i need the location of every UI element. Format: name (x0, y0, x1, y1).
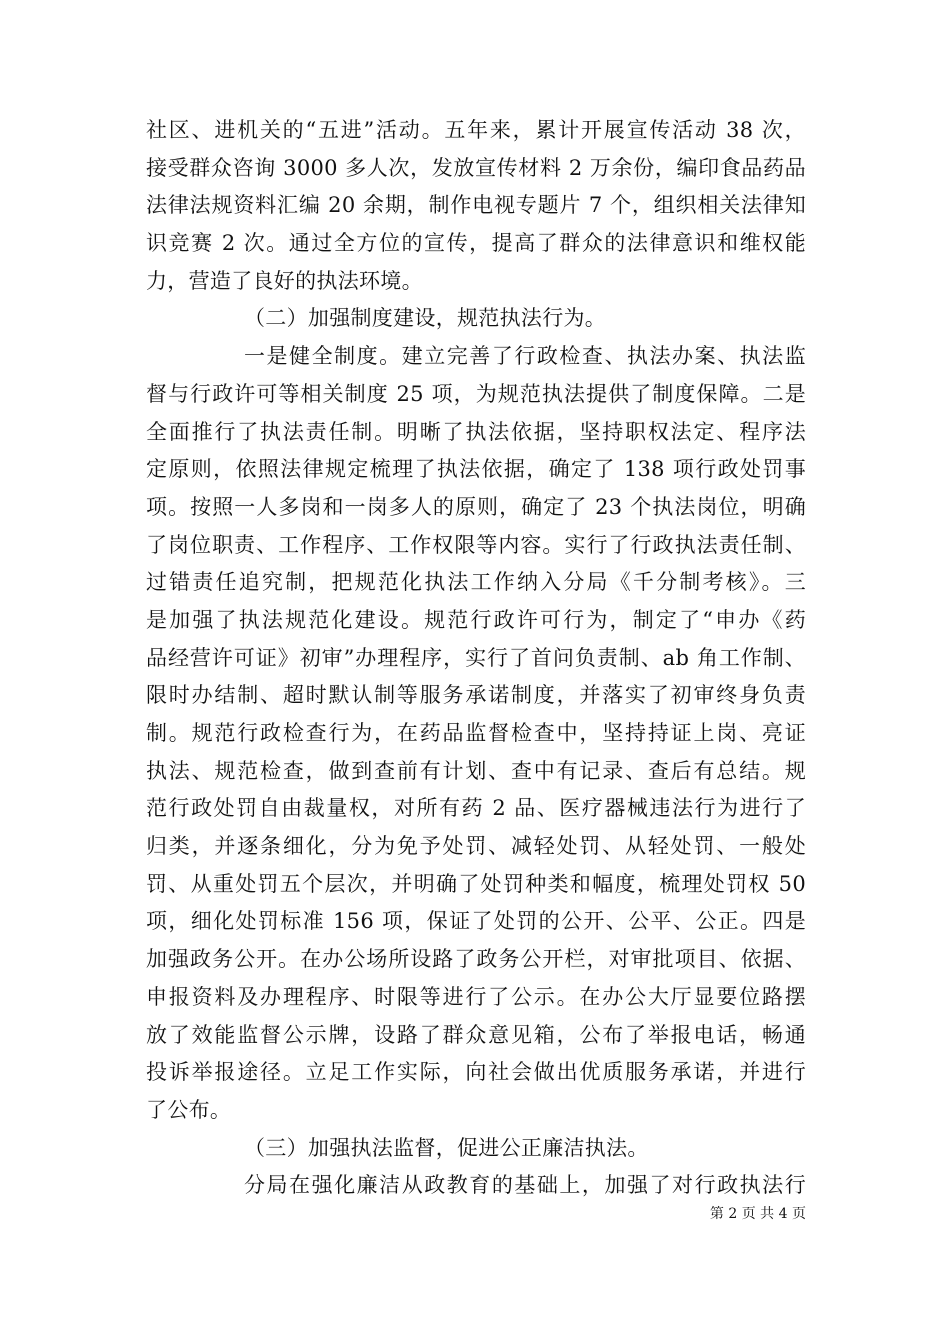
text-line: 项，细化处罚标准 156 项，保证了处罚的公开、公平、公正。四是 (146, 909, 806, 934)
document-body (146, 112, 806, 1205)
text-line: 投诉举报途径。立足工作实际，向社会做出优质服务承诺，并进行 (146, 1060, 806, 1085)
text-line: 一是健全制度。建立完善了行政检查、执法办案、执法监 (244, 344, 806, 369)
paragraph-continuation (146, 112, 806, 300)
text-line: 制。规范行政检查行为，在药品监督检查中，坚持持证上岗、亮证 (146, 721, 806, 745)
page-number-footer: 第 2 页 共 4 页 (709, 1206, 806, 1222)
text-line: 了公布。 (146, 1097, 232, 1122)
section-heading-3 (146, 1130, 806, 1168)
text-line: 是加强了执法规范化建设。规范行政许可行为，制定了“申办《药 (146, 607, 806, 632)
text-line: 项。按照一人多岗和一岗多人的原则，确定了 23 个执法岗位，明确 (146, 494, 806, 519)
text-line: 申报资料及办理程序、时限等进行了公示。在办公大厅显要位路摆 (146, 984, 806, 1009)
text-line: 了岗位职责、工作程序、工作权限等内容。实行了行政执法责任制、 (146, 532, 806, 557)
text-line: 罚、从重处罚五个层次，并明确了处罚种类和幅度，梳理处罚权 50 (146, 871, 806, 896)
text-line: 全面推行了执法责任制。明晰了执法依据，坚持职权法定、程序法 (146, 419, 806, 444)
section-heading-text: （二）加强制度建设，规范执法行为。 (244, 306, 607, 331)
text-line: 接受群众咨询 3000 多人次，发放宣传材料 2 万余份，编印食品药品 (146, 155, 806, 180)
text-line: 定原则，依照法律规定梳理了执法依据，确定了 138 项行政处罚事 (146, 457, 806, 482)
text-line: 分局在强化廉洁从政教育的基础上，加强了对行政执法行 (244, 1173, 806, 1198)
text-line: 加强政务公开。在办公场所设路了政务公开栏，对审批项目、依据、 (146, 947, 806, 972)
paragraph-supervision (146, 1167, 806, 1205)
text-line: 力，营造了良好的执法环境。 (146, 268, 423, 293)
text-line: 限时办结制、超时默认制等服务承诺制度，并落实了初审终身负责 (146, 683, 806, 708)
paragraph-institution-building (146, 338, 806, 1129)
text-line: 放了效能监督公示牌，设路了群众意见箱，公布了举报电话，畅通 (146, 1022, 806, 1047)
text-line: 范行政处罚自由裁量权，对所有药 2 品、医疗器械违法行为进行了 (146, 796, 806, 821)
text-line: 归类，并逐条细化，分为免予处罚、减轻处罚、从轻处罚、一般处 (146, 834, 806, 859)
text-line: 社区、进机关的“五进”活动。五年来，累计开展宣传活动 38 次， (146, 118, 806, 142)
section-heading-2 (146, 300, 806, 338)
text-line: 法律法规资料汇编 20 余期，制作电视专题片 7 个，组织相关法律知 (146, 193, 806, 218)
section-heading-text: （三）加强执法监督，促进公正廉洁执法。 (244, 1135, 649, 1160)
text-line: 执法、规范检查，做到查前有计划、查中有记录、查后有总结。规 (146, 758, 806, 783)
text-line: 品经营许可证》初审”办理程序，实行了首问负责制、ab 角工作制、 (146, 645, 806, 670)
text-line: 督与行政许可等相关制度 25 项，为规范执法提供了制度保障。二是 (146, 381, 806, 406)
text-line: 过错责任追究制，把规范化执法工作纳入分局《千分制考核》。三 (146, 570, 806, 595)
text-line: 识竞赛 2 次。通过全方位的宣传，提高了群众的法律意识和维权能 (146, 231, 806, 256)
